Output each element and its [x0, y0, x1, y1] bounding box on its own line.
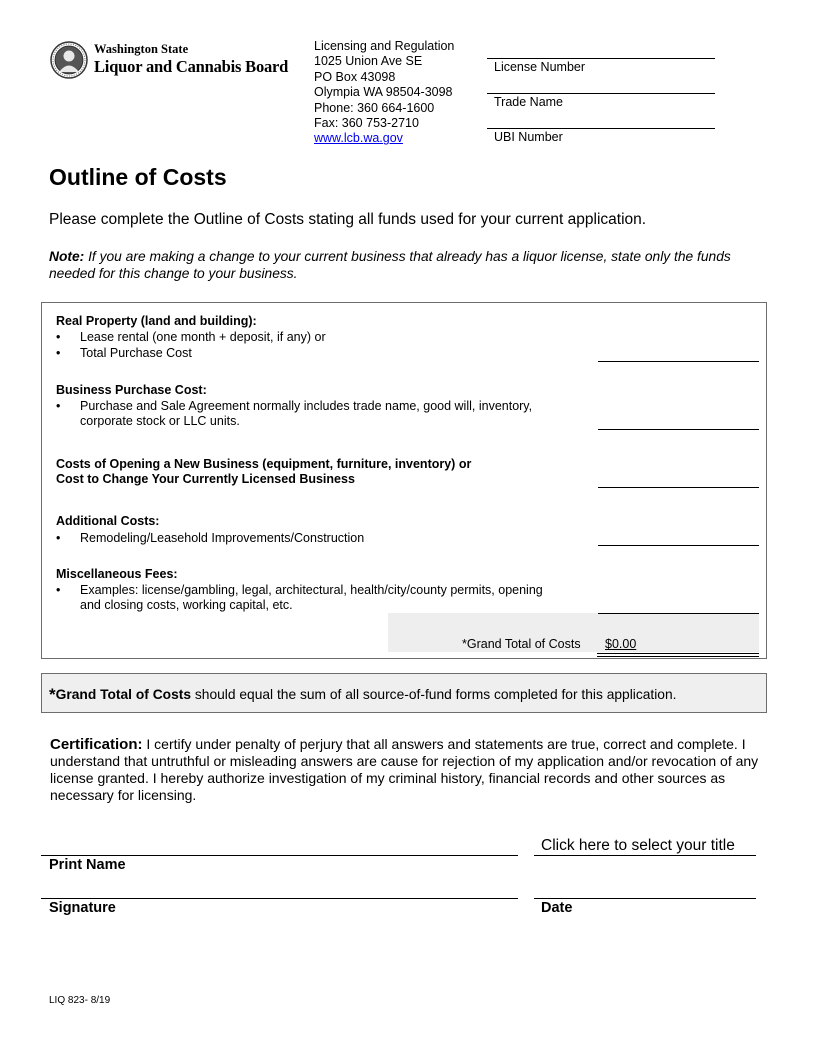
trade-name-field[interactable]: Trade Name — [487, 93, 715, 109]
address-line: Phone: 360 664-1600 — [314, 100, 435, 115]
opening-costs-amount-field[interactable] — [598, 487, 759, 488]
ubi-number-field[interactable]: UBI Number — [487, 128, 715, 144]
date-label: Date — [541, 900, 573, 916]
address-line: Olympia WA 98504-3098 — [314, 85, 453, 100]
note-body: If you are making a change to your current business that already has a liquor license, state only the funds needed for this change to your business. — [49, 249, 731, 281]
certification-text — [50, 736, 760, 804]
grand-total-note-text: should equal the sum of all source-of-fund forms completed for this application. — [191, 687, 677, 702]
print-name-label: Print Name — [49, 857, 126, 873]
note-text — [49, 248, 749, 282]
address-line: Licensing and Regulation — [314, 39, 455, 53]
date-field[interactable] — [534, 898, 756, 899]
grand-total-label: *Grand Total of Costs — [462, 637, 581, 651]
signature-field[interactable] — [41, 898, 518, 899]
certification-label: Certification: — [50, 736, 143, 753]
opening-costs-title-2: Cost to Change Your Currently Licensed Business — [56, 472, 355, 486]
double-underline — [597, 653, 759, 657]
address-line: 1025 Union Ave SE — [314, 54, 423, 69]
title-underline — [534, 855, 756, 856]
state-seal-icon — [50, 41, 88, 79]
misc-fees-title: Miscellaneous Fees: — [56, 567, 178, 581]
title-select-dropdown[interactable]: Click here to select your title — [541, 837, 735, 854]
form-number: LIQ 823- 8/19 — [49, 995, 111, 1006]
address-line: PO Box 43098 — [314, 69, 396, 84]
logo-line-2: Liquor and Cannabis Board — [94, 57, 289, 76]
signature-label: Signature — [49, 900, 116, 916]
address-line: Fax: 360 753-2710 — [314, 116, 419, 131]
additional-costs-title: Additional Costs: — [56, 514, 160, 528]
grand-total-note — [41, 673, 767, 713]
logo-line-1: Washington State — [94, 42, 189, 56]
certification-body: I certify under penalty of perjury that all answers and statements are true, correct and complete. I understand that untruthful or misleading answers are cause for rejection of my application and/or revocation of any license granted. I hereby authorize investigation of my criminal history, financial records and other sources as necessary for licensing. — [50, 736, 759, 803]
agency-logo — [50, 40, 295, 84]
real-property-amount-field[interactable] — [598, 361, 759, 362]
website-link[interactable]: www.lcb.wa.gov — [314, 131, 403, 146]
additional-costs-amount-field[interactable] — [598, 545, 759, 546]
note-label: Note: — [49, 249, 85, 264]
misc-fees-amount-field[interactable] — [598, 613, 759, 614]
page-title: Outline of Costs — [49, 164, 227, 190]
grand-total-value: $0.00 — [605, 637, 637, 651]
opening-costs-title-1: Costs of Opening a New Business (equipment, furniture, inventory) or — [56, 457, 472, 471]
print-name-field[interactable] — [41, 855, 518, 856]
grand-total-note-bold: Grand Total of Costs — [55, 687, 192, 702]
asterisk: * — [49, 685, 56, 704]
agency-address — [314, 39, 454, 147]
license-number-field[interactable]: License Number — [487, 58, 715, 74]
intro-text: Please complete the Outline of Costs stating all funds used for your current application. — [49, 211, 647, 228]
business-purchase-title: Business Purchase Cost: — [56, 383, 207, 397]
real-property-title: Real Property (land and building): — [56, 314, 257, 328]
business-purchase-amount-field[interactable] — [598, 429, 759, 430]
